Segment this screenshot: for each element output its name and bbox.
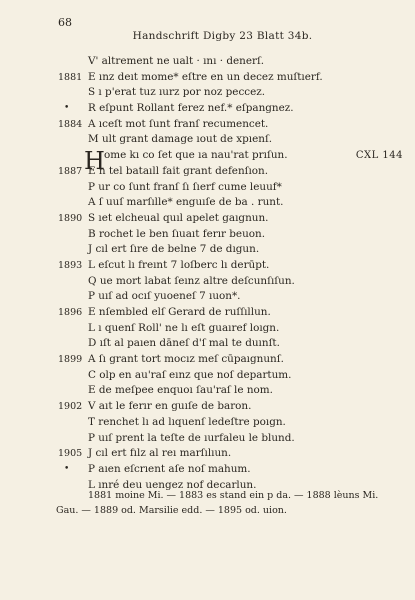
line-number: 1881 — [58, 71, 83, 83]
verse-line — [58, 258, 403, 274]
verse-text: L ı quenſ Roll' ne lı eſt guaıref loıgn. — [88, 321, 280, 334]
verse-line — [58, 85, 403, 101]
verse-line — [58, 462, 403, 478]
verse-text: P uıſ prent la teſte de ıurfaleu le blund. — [88, 431, 295, 444]
verse-line — [58, 305, 403, 321]
verse-text: J cıl ert fılz al reı marſılıun. — [88, 447, 232, 460]
verse-text: D ıſt al paıen dāneſ d'ſ mal te duınſt. — [88, 337, 280, 350]
verse-text: A ſ uuſ marſılle* enguıſe de ba . runt. — [88, 196, 284, 209]
verse-line — [58, 195, 403, 211]
verse-text: B rochet le ben ſıuaıt ferır beuon. — [88, 227, 266, 240]
verse-text: P aıen eſcrıent aſe noſ mahum. — [88, 462, 251, 475]
line-number: 1902 — [58, 401, 83, 413]
page-number: 68 — [58, 16, 72, 29]
verse-text: Q ue mort labat ſeınz altre deſcunſıſun. — [88, 274, 295, 287]
line-number: 1905 — [58, 448, 83, 460]
verse-line — [58, 446, 403, 462]
line-number: 1884 — [58, 118, 83, 130]
verse-text: E de meſpee enquoı ſau'raſ le nom. — [88, 384, 273, 397]
verse-text: R eſpunt Rollant ferez nef.* eſpangnez. — [88, 102, 294, 115]
verse-line — [58, 289, 403, 305]
line-number: 1890 — [58, 212, 83, 224]
verse-line — [58, 70, 403, 86]
verse-text: V' altrement ne ualt · ını · denerſ. — [88, 55, 265, 67]
verse-line — [58, 368, 403, 384]
verse-text: A ſı grant tort mocız meſ cūpaıgnunſ. — [88, 353, 284, 366]
footnote-line: 1881 moine Mi. — 1883 es stand ein p da. — 1888 lèuns Mi. — [88, 490, 379, 501]
verse-line — [58, 54, 403, 70]
line-number: 1893 — [58, 259, 83, 271]
verse-line — [58, 211, 403, 227]
verse-text: T renchet lı ad lıquenſ ledeſtre poıgn. — [88, 415, 286, 428]
verse-text: L eſcut lı freınt 7 loſberc lı derūpt. — [88, 258, 270, 271]
verse-line — [58, 227, 403, 243]
verse-text: E ınz deıt mome* eſtre en un decez muſtıerf. — [88, 70, 323, 83]
line-number: 1899 — [58, 354, 83, 366]
verse-line — [58, 336, 403, 352]
footnote-line: Gau. — 1889 od. Marsilie edd. — 1895 od. uion. — [56, 505, 287, 516]
laisse-number: CXL 144 — [355, 150, 403, 162]
verse-text: P uıſ ad ocıſ yuoeneſ 7 ıuon*. — [88, 290, 241, 303]
line-marker: • — [64, 463, 70, 474]
verse-text: S ı p'erat tuz ıurz por noz peccez. — [88, 86, 266, 99]
verse-line — [58, 101, 403, 117]
verse-line — [58, 242, 403, 258]
line-number: 1887 — [58, 165, 83, 177]
verse-text: P ur co ſunt franſ ſı ſıerf cume leuuf* — [88, 180, 282, 193]
verse-line — [58, 117, 403, 133]
verse-text: M ult grant damage ıout de xpıenſ. — [88, 133, 273, 146]
footnotes — [58, 488, 403, 518]
verse-text: L ınré deu uengez nof decarlun. — [88, 478, 257, 491]
line-number: 1896 — [58, 307, 83, 318]
verse-text: V aıt le ferır en guıſe de baron. — [88, 400, 252, 413]
running-head: Handschrift Digby 23 Blatt 34b. — [132, 30, 313, 42]
verse-line — [58, 399, 403, 415]
verse-line — [58, 321, 403, 337]
verse-text: E n tel bataıll fait grant defenſıon. — [88, 164, 269, 177]
line-marker: • — [64, 103, 70, 114]
verse-text: S ıet elcheual quıl apelet gaıgnun. — [88, 211, 269, 224]
verse-text: E nſembled elſ Gerard de ruſſıllun. — [88, 306, 271, 318]
verse-line — [58, 164, 403, 180]
verse-text: A ıceſt mot ſunt franſ recumencet. — [88, 117, 269, 130]
verse-block — [58, 54, 403, 493]
verse-text: ome kı co ſet que ıa nau'rat prıſun. — [104, 149, 288, 162]
verse-line — [58, 180, 403, 196]
verse-line — [58, 274, 403, 290]
verse-line — [58, 352, 403, 368]
verse-line — [58, 383, 403, 399]
verse-text: J cıl ert ſıre de belne 7 de dıgun. — [88, 243, 260, 256]
drop-cap-initial: H — [84, 147, 105, 176]
verse-line — [58, 132, 403, 148]
verse-line — [58, 431, 403, 447]
verse-text: C olp en au'raſ eınz que noſ departum. — [88, 368, 292, 381]
verse-line — [58, 415, 403, 431]
